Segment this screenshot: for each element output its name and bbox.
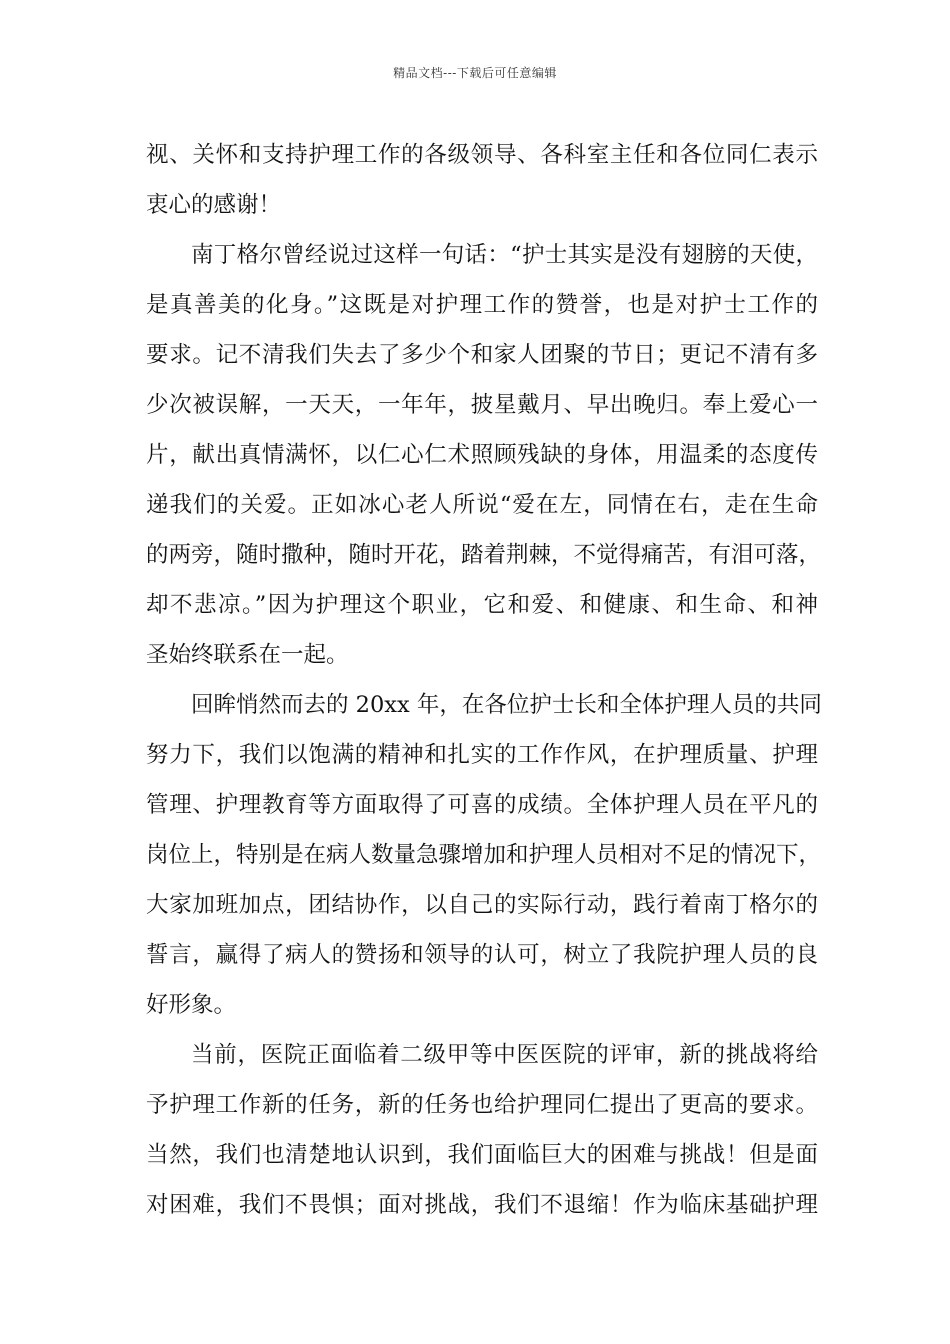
paragraph-4-line-3: 当然，我们也清楚地认识到，我们面临巨大的困难与挑战！但是面: [146, 1142, 818, 1168]
paragraph-1-line-2: 衷心的感谢！: [146, 192, 282, 218]
page-header: 精品文档---下载后可任意编辑: [393, 66, 557, 80]
paragraph-2-line-5: 片，献出真情满怀，以仁心仁术照顾残缺的身体，用温柔的态度传: [146, 442, 818, 468]
paragraph-2-line-9: 圣始终联系在一起。: [146, 642, 349, 668]
paragraph-1-line-1: 视、关怀和支持护理工作的各级领导、各科室主任和各位同仁表示: [146, 142, 818, 168]
paragraph-3-line-1: 回眸悄然而去的 20xx 年，在各位护士长和全体护理人员的共同: [191, 692, 822, 718]
paragraph-2-line-8: 却不悲凉。”因为护理这个职业，它和爱、和健康、和生命、和神: [146, 592, 818, 618]
paragraph-2-line-3: 要求。记不清我们失去了多少个和家人团聚的节日；更记不清有多: [146, 342, 818, 368]
paragraph-3-line-6: 誓言，赢得了病人的赞扬和领导的认可，树立了我院护理人员的良: [146, 942, 818, 968]
paragraph-3-line-5: 大家加班加点，团结协作，以自己的实际行动，践行着南丁格尔的: [146, 892, 818, 918]
paragraph-2-line-4: 少次被误解，一天天，一年年，披星戴月、早出晚归。奉上爱心一: [146, 392, 818, 418]
paragraph-2-line-6: 递我们的关爱。正如冰心老人所说“爱在左，同情在右，走在生命: [146, 492, 818, 518]
paragraph-3-line-3: 管理、护理教育等方面取得了可喜的成绩。全体护理人员在平凡的: [146, 792, 818, 818]
paragraph-3-line-2: 努力下，我们以饱满的精神和扎实的工作作风，在护理质量、护理: [146, 742, 818, 768]
paragraph-4-line-4: 对困难，我们不畏惧；面对挑战，我们不退缩！作为临床基础护理: [146, 1192, 818, 1218]
paragraph-2-line-2: 是真善美的化身。”这既是对护理工作的赞誉，也是对护士工作的: [146, 292, 818, 318]
paragraph-2-line-7: 的两旁，随时撒种，随时开花，踏着荆棘，不觉得痛苦，有泪可落，: [146, 542, 822, 568]
paragraph-2-line-1: 南丁格尔曾经说过这样一句话：“护士其实是没有翅膀的天使，: [191, 242, 818, 268]
document-body: [146, 130, 822, 1230]
paragraph-3-line-7: 好形象。: [146, 992, 237, 1018]
paragraph-4-line-2: 予护理工作新的任务，新的任务也给护理同仁提出了更高的要求。: [146, 1092, 818, 1118]
paragraph-4-line-1: 当前，医院正面临着二级甲等中医医院的评审，新的挑战将给: [191, 1042, 818, 1068]
paragraph-3-line-4: 岗位上，特别是在病人数量急骤增加和护理人员相对不足的情况下，: [146, 842, 822, 868]
